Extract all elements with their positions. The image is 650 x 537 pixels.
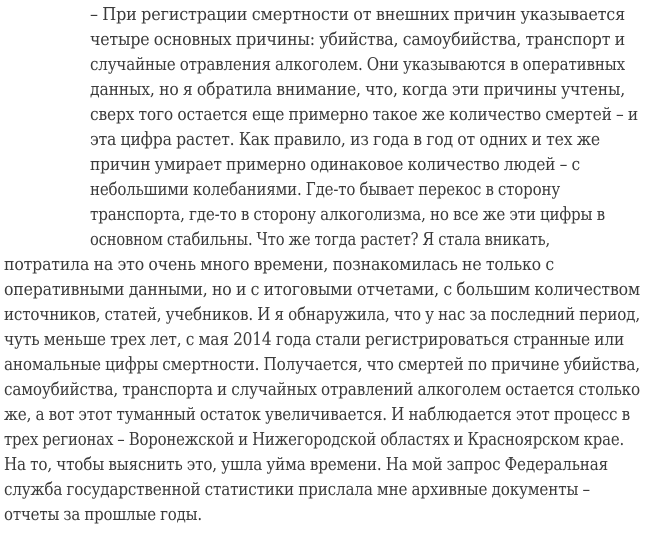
text-line: отчеты за прошлые годы. — [4, 504, 203, 525]
text-line: аномальные цифры смертности. Получается, что смертей по причине убийства, — [4, 354, 640, 375]
text-line: – При регистрации смертности от внешних причин указывается — [90, 4, 626, 25]
text-line: оперативными данными, но и с итоговыми отчетами, с большим количеством — [4, 279, 640, 300]
text-line: основном стабильны. Что же тогда растет? Я стала вникать, — [90, 229, 550, 250]
text-line: источников, статей, учебников. И я обнаружила, что у нас за последний период, — [4, 304, 640, 325]
text-line: же, а вот этот туманный остаток увеличивается. И наблюдается этот процесс в — [4, 404, 630, 425]
text-line: На то, чтобы выяснить это, ушла уйма времени. На мой запрос Федеральная — [4, 454, 609, 475]
text-line: эта цифра растет. Как правило, из года в год от одних и тех же — [90, 129, 601, 150]
text-line: самоубийства, транспорта и случайных отравлений алкоголем остается столько — [4, 379, 640, 400]
text-line: транспорта, где-то в сторону алкоголизма, но все же эти цифры в — [90, 204, 605, 225]
text-line: сверх того остается еще примерно такое же количество смертей – и — [90, 104, 638, 125]
text-line: служба государственной статистики прислала мне архивные документы – — [4, 479, 590, 500]
text-line: причин умирает примерно одинаковое количество людей – с — [90, 154, 581, 175]
text-line: случайные отравления алкоголем. Они указываются в оперативных — [90, 54, 625, 75]
text-line: данных, но я обратила внимание, что, когда эти причины учтены, — [90, 79, 626, 100]
text-line: небольшими колебаниями. Где-то бывает перекос в сторону — [90, 179, 561, 200]
text-line: четыре основных причины: убийства, самоубийства, транспорт и — [90, 29, 625, 50]
text-line: чуть меньше трех лет, с мая 2014 года стали регистрироваться странные или — [4, 329, 625, 350]
text-line: трех регионах – Воронежской и Нижегородской областях и Красноярском крае. — [4, 429, 625, 450]
text-line: потратила на это очень много времени, познакомилась не только с — [4, 254, 555, 275]
